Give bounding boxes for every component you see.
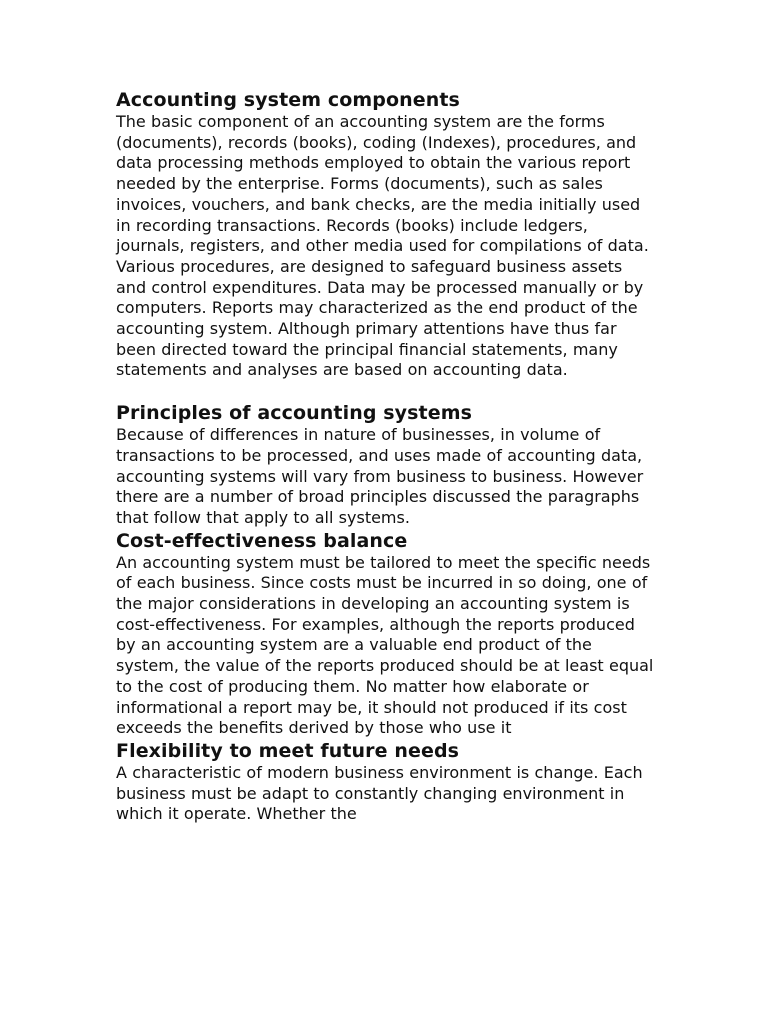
section-heading: Flexibility to meet future needs	[116, 739, 460, 762]
section-paragraph: An accounting system must be tailored to meet the specific needs of each business. Since costs must be incurred in so doing, one of the major considerations in developing an accounting system is cost-effectiveness. For examples, although the reports produced by an accounting system are a valuable end product of the system, the value of the reports produced should be at least equal to the cost of producing them. No matter how elaborate or informational a report may be, it should not produced if its cost exceeds the benefits derived by those who use it	[116, 552, 654, 738]
section-heading: Accounting system components	[116, 89, 460, 111]
section-paragraph: A characteristic of modern business environment is change. Each business must be adapt to constantly changing environment in which it operate. Whether the	[116, 762, 643, 824]
section-cost-effectiveness-balance	[116, 529, 656, 739]
section-paragraph: Because of differences in nature of businesses, in volume of transactions to be processed, and uses made of accounting data, accounting systems will vary from business to business. However there are a number of broad principles discussed the paragraphs that follow that apply to all systems.	[116, 425, 644, 527]
section-flexibility-to-meet-future-needs	[116, 739, 656, 825]
section-principles-of-accounting-systems	[116, 401, 656, 529]
section-paragraph: The basic component of an accounting system are the forms (documents), records (books), coding (Indexes), procedures, and data processing methods employed to obtain the various report needed by the enterprise. Forms (documents), such as sales invoices, vouchers, and bank checks, are the media initially used in recording transactions. Records (books) include ledgers, journals, registers, and other media used for compilations of data. Various procedures, are designed to safeguard business assets and control expenditures. Data may be processed manually or by computers. Reports may characterized as the end product of the accounting system. Although primary attentions have thus far been directed toward the principal financial statements, many statements and analyses are based on accounting data.	[116, 112, 649, 380]
document-page	[116, 88, 656, 825]
section-accounting-system-components	[116, 88, 656, 381]
section-heading: Principles of accounting systems	[116, 402, 473, 425]
section-heading: Cost-effectiveness balance	[116, 529, 408, 552]
section-spacer	[116, 381, 656, 401]
